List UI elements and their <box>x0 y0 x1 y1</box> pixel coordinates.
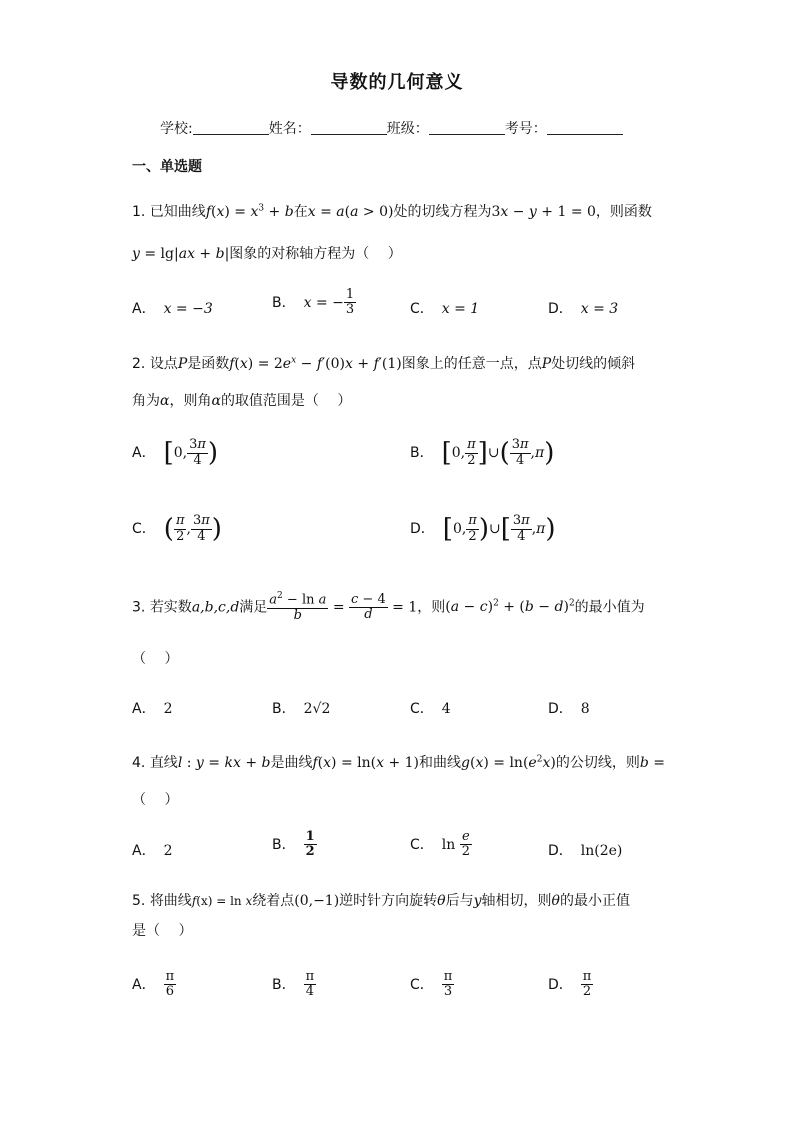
q4-option-c[interactable]: C． ln $\frac{e}{2}$ <box>410 829 471 860</box>
number-label: 考号： <box>504 121 547 137</box>
q2-number: 2. <box>132 356 146 372</box>
q3-line2: （ ） <box>132 651 179 667</box>
q2-option-a[interactable]: A． [0, $\frac{3\pi}{4}$ ) <box>132 437 219 468</box>
q5-option-c[interactable]: C． $\frac{\pi}{3}$ <box>410 969 453 1000</box>
q2-line2: 角为α，则角α的取值范围是（ ） <box>132 393 352 409</box>
school-label: 学校: <box>160 121 193 137</box>
q4-curve-f: f <box>312 755 318 771</box>
q2-line1: 2. 设点P是函数$f(x) = 2e^x - f'(0)x + f'(1)$图象上的任意一点，点P处切线的倾斜 <box>132 355 636 372</box>
q1-text: 图象的对称轴方程为（ ） <box>229 246 402 262</box>
student-info-line <box>160 118 680 138</box>
q3-option-c[interactable]: C． 4 <box>410 701 451 717</box>
q5-option-b[interactable]: B． $\frac{\pi}{4}$ <box>272 969 315 1000</box>
q2-option-b[interactable]: B． [0, $\frac{\pi}{2}$ ]∪( $\frac{3\pi}{4}$ ,π) <box>410 437 555 468</box>
q3-option-d[interactable]: D． 8 <box>548 701 590 717</box>
q5-line1: 5. 将曲线f(x) = ln x绕着点(0,−1)逆时针方向旋转θ后与y轴相切，则θ的最小正值 <box>132 893 630 909</box>
q4-line2: （ ） <box>132 792 179 808</box>
q3-fraction-2: $\frac{c - 4}{d}$ <box>351 591 386 622</box>
q3-option-b[interactable]: B． 2√2 <box>272 701 331 717</box>
q4-option-b[interactable]: B． $\frac{1}{2}$ <box>272 829 315 860</box>
q1-line2: y = lg|ax + b|图象的对称轴方程为（ ） <box>132 246 402 262</box>
q4-curve-g: g <box>461 755 470 771</box>
q4-line1: 4. 直线l : y = kx + b是曲线f(x) = ln(x + 1)和曲线$g(x) = \ln(e^2x)$的公切线，则b = <box>132 754 665 771</box>
q1-option-a[interactable]: A． x = −3 <box>132 301 213 317</box>
name-blank[interactable] <box>311 120 387 135</box>
q3-expression: $(a - c)^2 + (b - d)^2$ <box>445 598 575 616</box>
q2-option-c[interactable]: C． ( $\frac{\pi}{2}$ , $\frac{3\pi}{4}$ ) <box>132 513 222 544</box>
name-label: 姓名： <box>268 121 311 137</box>
q3-line1: 3. 若实数a,b,c,d满足 $\frac{a^2 - \ln a}{b}$ = $\frac{c - 4}{d}$ = 1，则$(a - c)^2 + (b - d)^2$的最小值为 <box>132 591 645 623</box>
q4-option-d[interactable]: D． ln(2e) <box>548 843 623 859</box>
q3-fraction-1: $\frac{a^2 - \ln a}{b}$ <box>269 591 327 623</box>
q1-formula-curve: f <box>205 204 211 220</box>
q4-number: 4. <box>132 755 146 771</box>
q1-formula-tangent: 3 <box>491 204 501 220</box>
q3-option-a[interactable]: A． 2 <box>132 701 173 717</box>
section-heading: 一、单选题 <box>132 159 202 175</box>
q5-point: (0,−1) <box>294 893 340 909</box>
q2-point-p: P <box>177 356 188 372</box>
q1-text: 处的切线方程为 <box>393 204 492 220</box>
q1-formula-function: y <box>132 246 140 262</box>
q1-text: 已知曲线 <box>149 204 206 220</box>
number-blank[interactable] <box>547 120 623 135</box>
q1-formula-point: x <box>307 204 316 220</box>
q4-option-a[interactable]: A． 2 <box>132 843 173 859</box>
q1-text: ，则函数 <box>595 204 652 220</box>
q1-option-b[interactable]: B． x = − $\frac{1}{3}$ <box>272 287 355 318</box>
q1-number: 1. <box>132 204 146 220</box>
q1-text: 在 <box>293 204 308 220</box>
q2-formula-function: f <box>229 356 235 372</box>
q1-option-c[interactable]: C． x = 1 <box>410 301 480 317</box>
q2-alpha: α <box>160 393 170 409</box>
q4-line-eq: l <box>177 755 183 771</box>
fraction: $\frac{1}{3}$ <box>345 287 355 318</box>
class-label: 班级： <box>386 121 429 137</box>
q5-line2: 是（ ） <box>132 923 193 939</box>
page-title: 导数的几何意义 <box>330 72 464 93</box>
q5-option-a[interactable]: A． $\frac{\pi}{6}$ <box>132 969 175 1000</box>
q1-line1: 1. 已知曲线$f(x) = x^3 + b$在x = a(a > 0)处的切线方程为3x − y + 1 = 0，则函数 <box>132 203 652 220</box>
class-blank[interactable] <box>429 120 505 135</box>
q1-option-d[interactable]: D． x = 3 <box>548 301 619 317</box>
q2-option-d[interactable]: D． [0, $\frac{\pi}{2}$ )∪[ $\frac{3\pi}{4}$ ,π) <box>410 513 556 544</box>
q5-number: 5. <box>132 893 146 909</box>
q5-option-d[interactable]: D． $\frac{\pi}{2}$ <box>548 969 592 1000</box>
q3-number: 3. <box>132 599 146 616</box>
school-blank[interactable] <box>193 120 269 135</box>
q3-variables: a,b,c,d <box>191 599 240 616</box>
q5-curve: f(x) = ln x <box>191 894 253 908</box>
